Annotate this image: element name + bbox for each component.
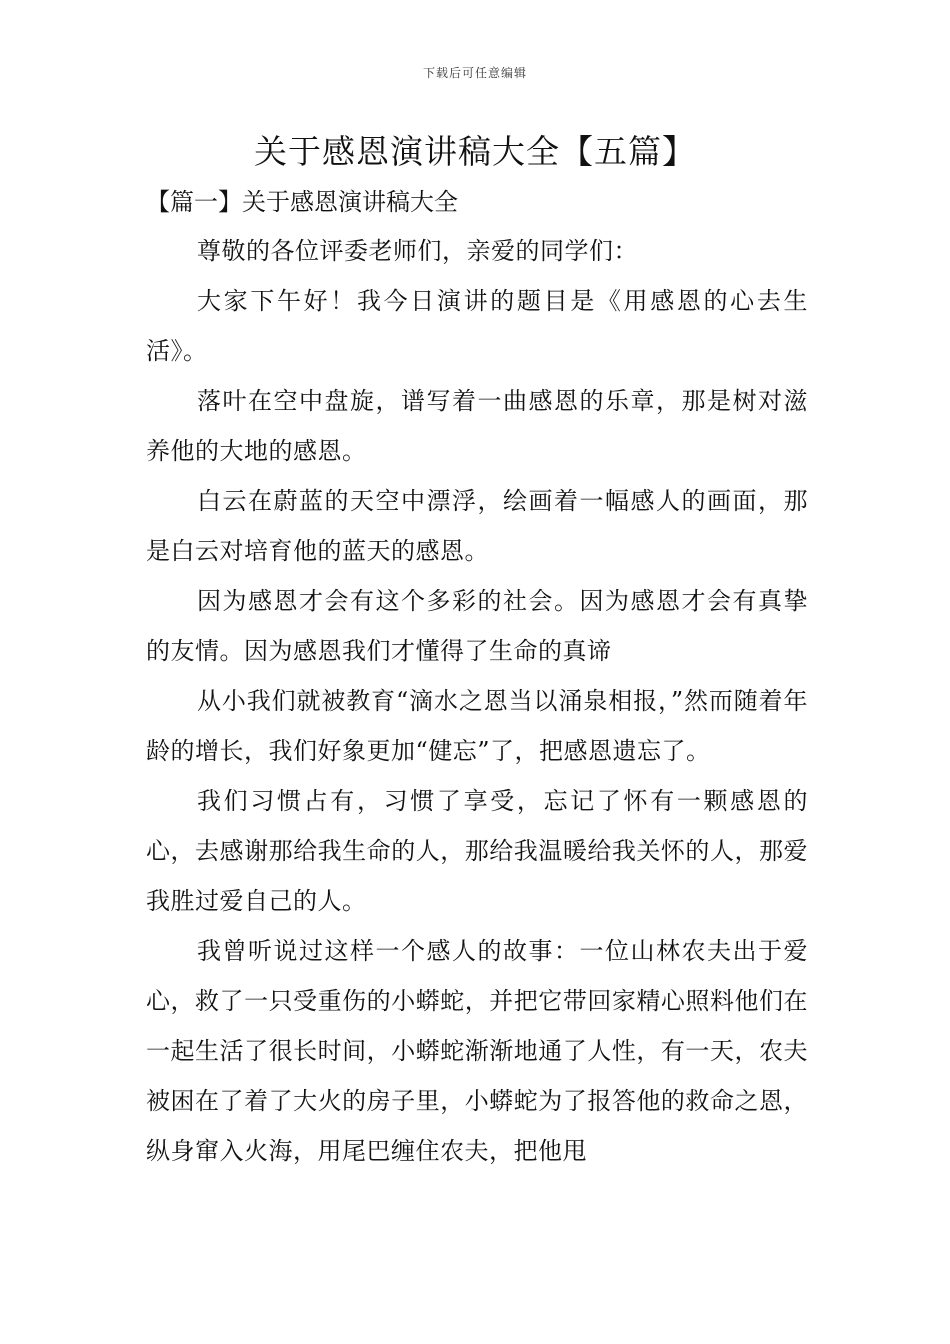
section-heading: 【篇一】关于感恩演讲稿大全 bbox=[146, 188, 458, 216]
document-title: 关于感恩演讲稿大全【五篇】 bbox=[254, 132, 696, 171]
paragraph-greeting: 尊敬的各位评委老师们，亲爱的同学们： bbox=[197, 237, 638, 265]
paragraph-because: 因为感恩才会有这个多彩的社会。因为感恩才会有真挚的友情。因为感恩我们才懂得了生命的真谛 bbox=[146, 587, 808, 665]
document-body bbox=[146, 226, 808, 1176]
paragraph-childhood: 从小我们就被教育“滴水之恩当以涌泉相报，”然而随着年龄的增长，我们好象更加“健忘”了，把感恩遗忘了。 bbox=[146, 687, 808, 765]
paragraph-leaves: 落叶在空中盘旋，谱写着一曲感恩的乐章，那是树对滋养他的大地的感恩。 bbox=[146, 387, 808, 465]
paragraph-story: 我曾听说过这样一个感人的故事：一位山林农夫出于爱心，救了一只受重伤的小蟒蛇，并把它带回家精心照料他们在一起生活了很长时间，小蟒蛇渐渐地通了人性，有一天，农夫被困在了着了大火的房子里，小蟒蛇为了报答他的救命之恩，纵身窜入火海，用尾巴缠住农夫，把他甩 bbox=[146, 937, 808, 1165]
paragraph-clouds: 白云在蔚蓝的天空中漂浮，绘画着一幅感人的画面，那是白云对培育他的蓝天的感恩。 bbox=[146, 487, 808, 565]
header-note: 下载后可任意编辑 bbox=[422, 66, 527, 80]
paragraph-habits: 我们习惯占有，习惯了享受，忘记了怀有一颗感恩的心，去感谢那给我生命的人，那给我温暖给我关怀的人，那爱我胜过爱自己的人。 bbox=[146, 787, 808, 915]
paragraph-topic: 大家下午好！我今日演讲的题目是《用感恩的心去生活》。 bbox=[146, 287, 808, 365]
